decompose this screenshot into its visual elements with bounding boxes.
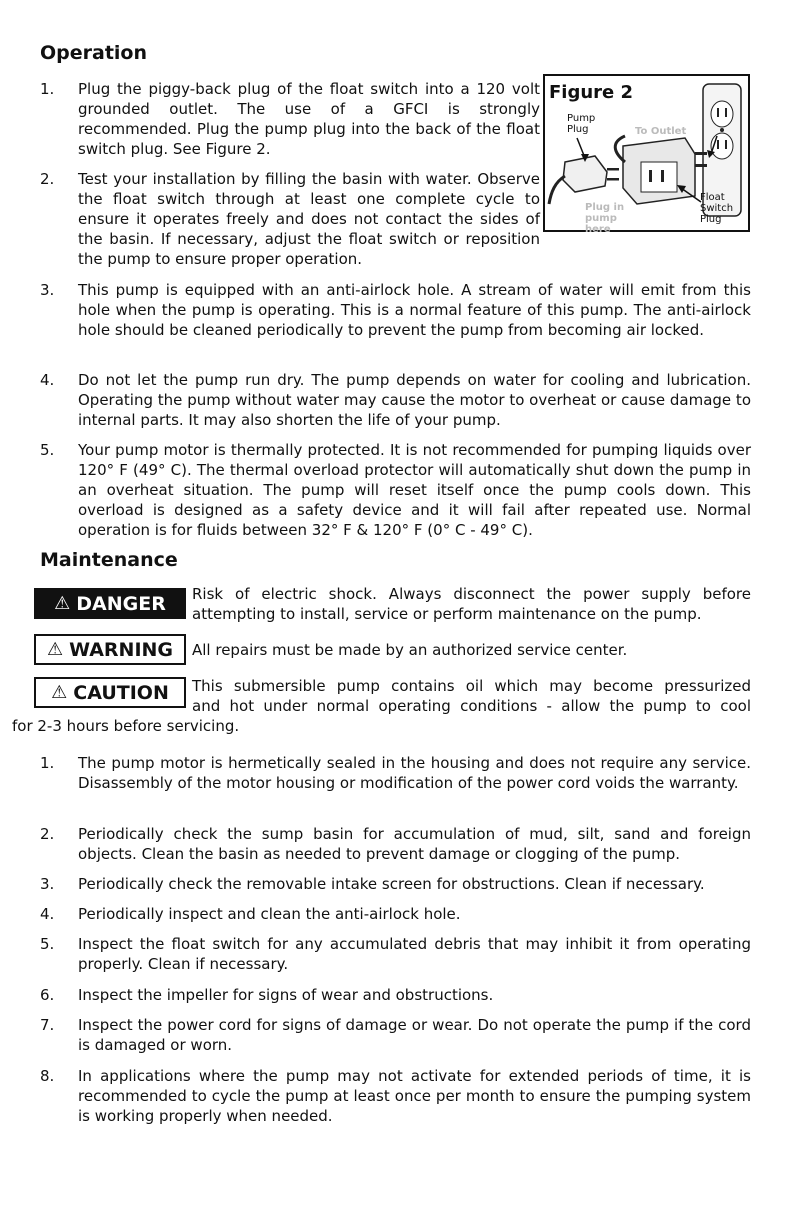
op-item-3-text: This pump is equipped with an anti-airlock hole. A stream of water will emit from this hole when the pump is operating. This is a normal feature of this pump. The anti-airlock hole should be cleaned periodically to prevent the pump from becoming air locked. xyxy=(78,281,751,339)
mt-item-1-text: The pump motor is hermetically sealed in the housing and does not require any service. Disassembly of the motor housing or modification of the power cord voids the warranty. xyxy=(78,754,751,792)
mt-item-8-text: In applications where the pump may not activate for extended periods of time, it is recommended to cycle the pump at least once per month to ensure the pumping system is working properly when needed. xyxy=(78,1067,751,1125)
danger-badge xyxy=(34,588,186,619)
mt-item-5-num: 5. xyxy=(40,935,55,953)
op-item-3-num: 3. xyxy=(40,281,55,299)
caution-text-line-2: and hot under normal operating conditions - allow the pump to cool xyxy=(192,697,751,715)
mt-item-7-num: 7. xyxy=(40,1016,55,1034)
caution-badge xyxy=(34,677,186,708)
op-item-2-num: 2. xyxy=(40,170,55,188)
maintenance-heading: Maintenance xyxy=(40,549,178,571)
op-item-5-text: Your pump motor is thermally protected. It is not recommended for pumping liquids over 120° F (49° C). The thermal overload protector will automatically shut down the pump in an overheat situation. The pump will reset itself once the pump cools down. This overload is designed as a safety device and it will fail after repeated use. Normal operation is for fluids between 32° F & 120° F (0° C - 49° C). xyxy=(78,441,751,539)
warning-triangle-icon: ⚠ xyxy=(54,593,71,614)
caution-text-line-3: for 2-3 hours before servicing. xyxy=(12,717,240,735)
caution-text-line-1: This submersible pump contains oil which may become pressurized xyxy=(192,677,751,695)
mt-item-6-num: 6. xyxy=(40,986,55,1004)
op-item-5-num: 5. xyxy=(40,441,55,459)
pump-plug-label: Pump Plug xyxy=(567,113,596,135)
plug-in-label: Plug in pump here xyxy=(585,202,625,235)
warning-triangle-icon: ⚠ xyxy=(46,639,64,660)
float-switch-plug-label: Float Switch Plug xyxy=(700,192,734,225)
figure-2 xyxy=(543,74,750,235)
warning-badge xyxy=(34,634,186,665)
mt-item-1-num: 1. xyxy=(40,754,55,772)
mt-item-8-num: 8. xyxy=(40,1067,55,1085)
figure-title: Figure 2 xyxy=(549,82,634,103)
operation-heading: Operation xyxy=(40,42,148,64)
mt-item-7-text: Inspect the power cord for signs of damage or wear. Do not operate the pump if the cord is damaged or worn. xyxy=(78,1016,751,1054)
mt-item-3-text: Periodically check the removable intake screen for obstructions. Clean if necessary. xyxy=(78,875,705,893)
op-item-2-text: Test your installation by filling the basin with water. Observe the float switch through at least one complete cycle to ensure it operates freely and does not contact the sides of the basin. If necessary, adjust the float switch or reposition the pump to ensure proper operation. xyxy=(78,170,540,268)
op-item-1-num: 1. xyxy=(40,80,55,98)
mt-item-2-text: Periodically check the sump basin for accumulation of mud, silt, sand and foreign objects. Clean the basin as needed to prevent damage or clogging of the pump. xyxy=(78,825,751,863)
warning-label: WARNING xyxy=(69,638,174,661)
to-outlet-label: To Outlet xyxy=(635,126,687,137)
mt-item-4-num: 4. xyxy=(40,905,55,923)
op-item-1-text: Plug the piggy-back plug of the float switch into a 120 volt grounded outlet. The use of a GFCI is strongly recommended. Plug the pump plug into the back of the float switch plug. See Figure 2. xyxy=(78,80,540,158)
danger-text: Risk of electric shock. Always disconnect the power supply before attempting to install, service or perform maintenance on the pump. xyxy=(192,585,751,623)
warning-text: All repairs must be made by an authorized service center. xyxy=(192,641,628,659)
mt-item-2-num: 2. xyxy=(40,825,55,843)
op-item-4-num: 4. xyxy=(40,371,55,389)
mt-item-6-text: Inspect the impeller for signs of wear and obstructions. xyxy=(78,986,494,1004)
caution-label: CAUTION xyxy=(73,681,169,704)
mt-item-4-text: Periodically inspect and clean the anti-airlock hole. xyxy=(78,905,461,923)
mt-item-5-text: Inspect the float switch for any accumulated debris that may inhibit it from operating properly. Clean if necessary. xyxy=(78,935,751,973)
danger-label: DANGER xyxy=(76,592,166,615)
mt-item-3-num: 3. xyxy=(40,875,55,893)
op-item-4-text: Do not let the pump run dry. The pump depends on water for cooling and lubrication. Operating the pump without water may cause the motor to overheat or cause damage to internal parts. It may also shorten the life of your pump. xyxy=(78,371,751,429)
warning-triangle-icon: ⚠ xyxy=(51,682,68,703)
